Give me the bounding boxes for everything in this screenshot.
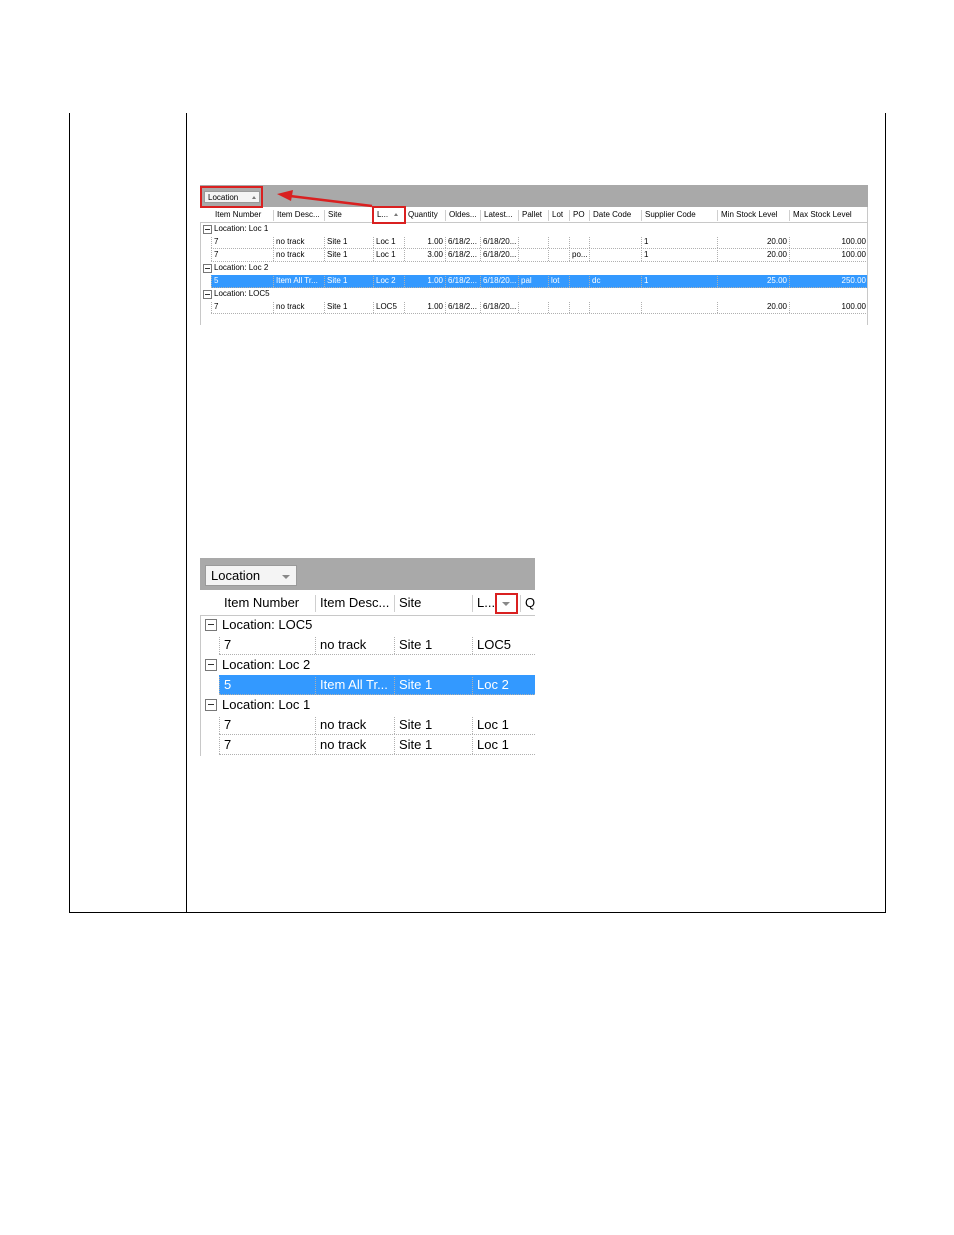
column-header-supplier-code[interactable]: Supplier Code <box>641 210 717 221</box>
group-by-label: Location <box>211 568 261 583</box>
table-cell: Item All Tr... <box>273 276 324 287</box>
table-cell: 6/18/20... <box>480 276 518 287</box>
group-row[interactable] <box>200 655 535 675</box>
table-cell: 7 <box>211 237 273 248</box>
column-header-row <box>200 591 535 616</box>
table-cell: Loc 2 <box>373 276 404 287</box>
table-cell: 6/18/2... <box>445 302 480 313</box>
table-cell: Site 1 <box>324 237 373 248</box>
table-cell: Site 1 <box>324 302 373 313</box>
table-cell: dc <box>589 276 641 287</box>
table-cell: LOC5 <box>373 302 404 313</box>
group-row[interactable] <box>200 615 535 635</box>
table-cell: no track <box>315 717 394 734</box>
table-cell: 5 <box>211 276 273 287</box>
table-cell: 6/18/20... <box>480 237 518 248</box>
group-chip-highlight <box>200 186 263 208</box>
grid-left-border <box>200 615 201 756</box>
table-cell: 25.00 <box>717 276 789 287</box>
group-by-panel <box>200 558 535 590</box>
table-cell: Loc 1 <box>373 250 404 261</box>
table-row[interactable] <box>219 715 535 735</box>
table-cell <box>548 250 569 261</box>
table-cell: Site 1 <box>394 717 472 734</box>
table-row[interactable] <box>219 635 535 655</box>
table-cell: Loc 1 <box>373 237 404 248</box>
column-header-lot[interactable]: Lot <box>548 210 569 221</box>
collapse-icon[interactable] <box>203 225 212 234</box>
table-cell <box>589 302 641 313</box>
table-cell: 1.00 <box>404 302 445 313</box>
column-header-min-stock-level[interactable]: Min Stock Level <box>717 210 789 221</box>
table-cell: po... <box>569 250 589 261</box>
table-cell: Item All Tr... <box>315 677 394 694</box>
table-row-selected[interactable] <box>219 675 535 695</box>
column-header-date-code[interactable]: Date Code <box>589 210 641 221</box>
column-header-item-desc[interactable]: Item Desc... <box>315 595 394 612</box>
table-cell: 20.00 <box>717 250 789 261</box>
table-cell: Site 1 <box>394 677 472 694</box>
column-header-site[interactable]: Site <box>324 210 373 221</box>
table-cell: 100.00 <box>789 250 868 261</box>
table-cell <box>518 250 548 261</box>
location-header-highlight <box>372 206 406 224</box>
column-header-l[interactable]: L... <box>373 210 404 221</box>
collapse-icon[interactable] <box>205 699 217 711</box>
sort-descending-icon <box>282 575 290 579</box>
group-row[interactable] <box>200 262 868 275</box>
group-label: Location: Loc 1 <box>214 224 269 233</box>
table-cell: 20.00 <box>717 237 789 248</box>
table-cell: Loc 2 <box>472 677 520 694</box>
group-row[interactable] <box>200 223 868 236</box>
table-cell: 1 <box>641 237 717 248</box>
grid-left-border <box>200 222 201 325</box>
table-cell: Loc 1 <box>472 737 520 754</box>
table-cell: 100.00 <box>789 302 868 313</box>
table-cell: lot <box>548 276 569 287</box>
column-header-oldes[interactable]: Oldes... <box>445 210 480 221</box>
column-header-item-number[interactable]: Item Number <box>215 210 262 219</box>
column-header-item-desc[interactable]: Item Desc... <box>273 210 324 221</box>
collapse-icon[interactable] <box>205 619 217 631</box>
column-header-max-stock-level[interactable]: Max Stock Level <box>789 210 865 221</box>
table-cell: no track <box>273 302 324 313</box>
sort-ascending-icon <box>394 213 398 216</box>
table-cell <box>569 237 589 248</box>
table-cell: no track <box>273 250 324 261</box>
table-cell: LOC5 <box>472 637 520 654</box>
table-cell: 7 <box>211 302 273 313</box>
group-by-label: Location <box>208 193 239 202</box>
table-cell: 6/18/2... <box>445 237 480 248</box>
group-label: Location: Loc 1 <box>222 697 311 712</box>
column-header-po[interactable]: PO <box>569 210 589 221</box>
table-cell: 7 <box>219 637 315 654</box>
table-cell: Loc 1 <box>472 717 520 734</box>
table-cell <box>548 302 569 313</box>
table-cell: 6/18/20... <box>480 302 518 313</box>
table-cell: 7 <box>211 250 273 261</box>
table-cell: 6/18/2... <box>445 276 480 287</box>
table-cell: Site 1 <box>394 637 472 654</box>
table-row[interactable] <box>211 301 868 314</box>
table-row[interactable] <box>219 735 535 755</box>
table-cell: 1 <box>641 276 717 287</box>
table-cell <box>589 237 641 248</box>
table-cell: Site 1 <box>394 737 472 754</box>
table-cell: 20.00 <box>717 302 789 313</box>
table-cell <box>569 302 589 313</box>
table-cell <box>569 276 589 287</box>
table-row[interactable] <box>211 236 868 249</box>
group-row[interactable] <box>200 695 535 715</box>
group-label: Location: LOC5 <box>214 289 270 298</box>
table-cell <box>589 250 641 261</box>
grid-right-border <box>867 207 868 325</box>
column-header-site[interactable]: Site <box>394 595 472 612</box>
table-cell <box>641 302 717 313</box>
column-header-l[interactable]: L... <box>472 595 520 612</box>
group-label: Location: LOC5 <box>222 617 313 632</box>
column-header-q[interactable]: Q <box>520 595 535 612</box>
table-cell: 100.00 <box>789 237 868 248</box>
group-label: Location: Loc 2 <box>222 657 311 672</box>
table-cell: 7 <box>219 737 315 754</box>
table-cell: 1.00 <box>404 276 445 287</box>
table-cell <box>548 237 569 248</box>
table-cell: 6/18/2... <box>445 250 480 261</box>
group-row[interactable] <box>200 288 868 301</box>
table-cell: Site 1 <box>324 276 373 287</box>
table-cell: 250.00 <box>789 276 868 287</box>
table-cell: no track <box>273 237 324 248</box>
collapse-icon[interactable] <box>203 264 212 273</box>
table-cell: 3.00 <box>404 250 445 261</box>
table-cell: no track <box>315 737 394 754</box>
document-column-divider <box>186 113 187 913</box>
column-header-pallet[interactable]: Pallet <box>518 210 548 221</box>
table-cell: no track <box>315 637 394 654</box>
table-cell: 6/18/20... <box>480 250 518 261</box>
table-cell: pal <box>518 276 548 287</box>
table-cell: 1 <box>641 250 717 261</box>
collapse-icon[interactable] <box>203 290 212 299</box>
table-row[interactable] <box>211 249 868 262</box>
group-label: Location: Loc 2 <box>214 263 269 272</box>
column-header-latest[interactable]: Latest... <box>480 210 518 221</box>
table-cell <box>518 237 548 248</box>
table-cell: 7 <box>219 717 315 734</box>
sort-descending-icon <box>502 602 510 606</box>
column-header-item-number[interactable]: Item Number <box>224 595 300 610</box>
collapse-icon[interactable] <box>205 659 217 671</box>
group-by-panel <box>200 185 868 207</box>
table-cell: 5 <box>219 677 315 694</box>
table-cell <box>518 302 548 313</box>
inventory-grid-small <box>200 185 868 325</box>
inventory-grid-large <box>200 558 535 756</box>
table-row-selected[interactable] <box>211 275 868 288</box>
table-cell: 1.00 <box>404 237 445 248</box>
table-cell: Site 1 <box>324 250 373 261</box>
column-header-row <box>200 208 868 223</box>
group-by-location-chip[interactable] <box>205 565 297 586</box>
column-header-quantity[interactable]: Quantity <box>404 210 445 221</box>
